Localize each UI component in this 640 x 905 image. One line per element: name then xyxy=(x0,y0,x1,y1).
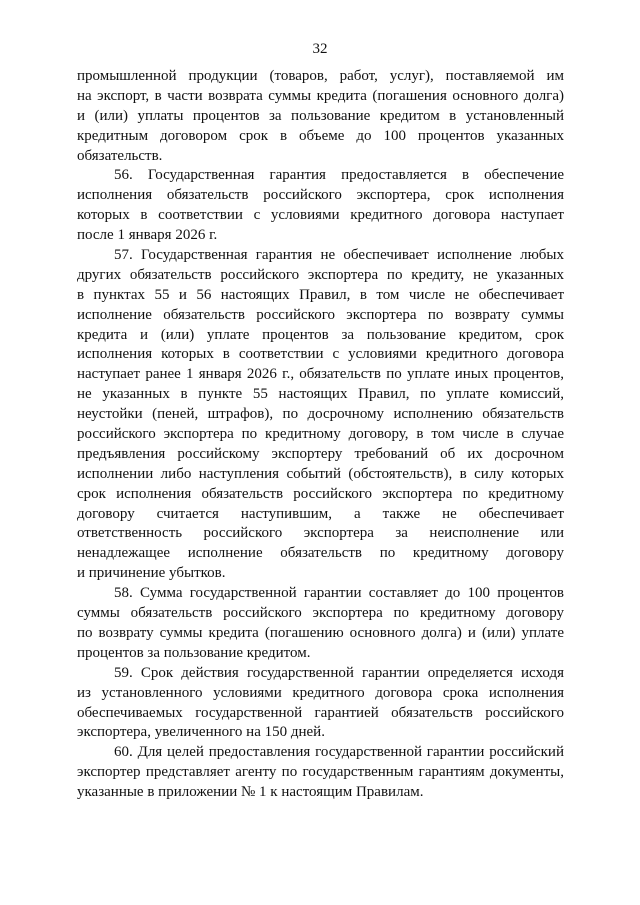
text-line: указанные в приложении № 1 к настоящим Правилам. xyxy=(77,784,424,801)
document-body xyxy=(77,67,564,803)
text-line: суммы обязательств российского экспортера по кредитному договору xyxy=(77,605,564,622)
text-line: экспортер представляет агенту по государственным гарантиям документы, xyxy=(77,764,564,781)
text-line: и причинение убытков. xyxy=(77,565,226,582)
text-line: обеспечиваемых государственной гарантией обязательств российского xyxy=(77,704,564,721)
text-line: неустойки (пеней, штрафов), по досрочному исполнению обязательств xyxy=(77,406,564,423)
page-number: 32 xyxy=(312,41,328,57)
text-line: 59. Срок действия государственной гарантии определяется исходя xyxy=(114,664,564,681)
text-line: других обязательств российского экспортера по кредиту, не указанных xyxy=(77,266,564,283)
text-line: и (или) уплаты процентов за пользование кредитом в установленный xyxy=(77,107,564,124)
text-line: экспортера, увеличенного на 150 дней. xyxy=(77,724,325,741)
text-line: срок исполнения обязательств российского экспортера по кредитному xyxy=(77,485,564,502)
text-line: после 1 января 2026 г. xyxy=(77,227,218,244)
text-line: кредита и (или) уплате процентов за пользование кредитом, срок xyxy=(77,326,564,343)
text-line: процентов за пользование кредитом. xyxy=(77,644,311,661)
text-line: 60. Для целей предоставления государственной гарантии российский xyxy=(114,744,564,761)
text-line: исполнении либо наступления событий (обстоятельств), в силу которых xyxy=(77,465,564,482)
text-line: исполнения обязательств российского экспортера, срок исполнения xyxy=(77,187,564,204)
text-line: в пунктах 55 и 56 настоящих Правил, в том числе не обеспечивает xyxy=(77,286,564,303)
text-line: на экспорт, в части возврата суммы кредита (погашения основного долга) xyxy=(77,87,564,104)
text-line: обязательств. xyxy=(77,147,163,164)
text-line: промышленной продукции (товаров, работ, услуг), поставляемой им xyxy=(77,68,564,84)
text-line: 57. Государственная гарантия не обеспечивает исполнение любых xyxy=(114,247,564,264)
text-line: не указанных в пункте 55 настоящих Правил, по уплате комиссий, xyxy=(77,386,564,403)
text-line: ненадлежащее исполнение обязательств по кредитному договору xyxy=(77,545,564,562)
text-line: из установленного условиями кредитного договора срока исполнения xyxy=(77,684,564,701)
text-line: исполнения которых в соответствии с условиями кредитного договора xyxy=(77,346,564,363)
text-line: 58. Сумма государственной гарантии составляет до 100 процентов xyxy=(114,585,564,602)
text-line: ответственность российского экспортера за неисполнение или xyxy=(77,525,564,542)
text-line: российского экспортера по кредитному договору, в том числе в случае xyxy=(77,426,564,443)
text-line: кредитным договором срок в объеме до 100 процентов указанных xyxy=(77,127,564,144)
text-line: наступает ранее 1 января 2026 г., обязательств по уплате иных процентов, xyxy=(77,366,564,383)
text-line: которых в соответствии с условиями кредитного договора наступает xyxy=(77,207,564,224)
text-line: по возврату суммы кредита (погашению основного долга) и (или) уплате xyxy=(77,624,564,641)
text-line: 56. Государственная гарантия предоставляется в обеспечение xyxy=(114,167,564,184)
text-line: предъявления российскому экспортеру требований об их досрочном xyxy=(77,445,564,462)
text-line: договору считается наступившим, а также не обеспечивает xyxy=(77,505,564,522)
text-line: исполнение обязательств российского экспортера по возврату суммы xyxy=(77,306,564,323)
